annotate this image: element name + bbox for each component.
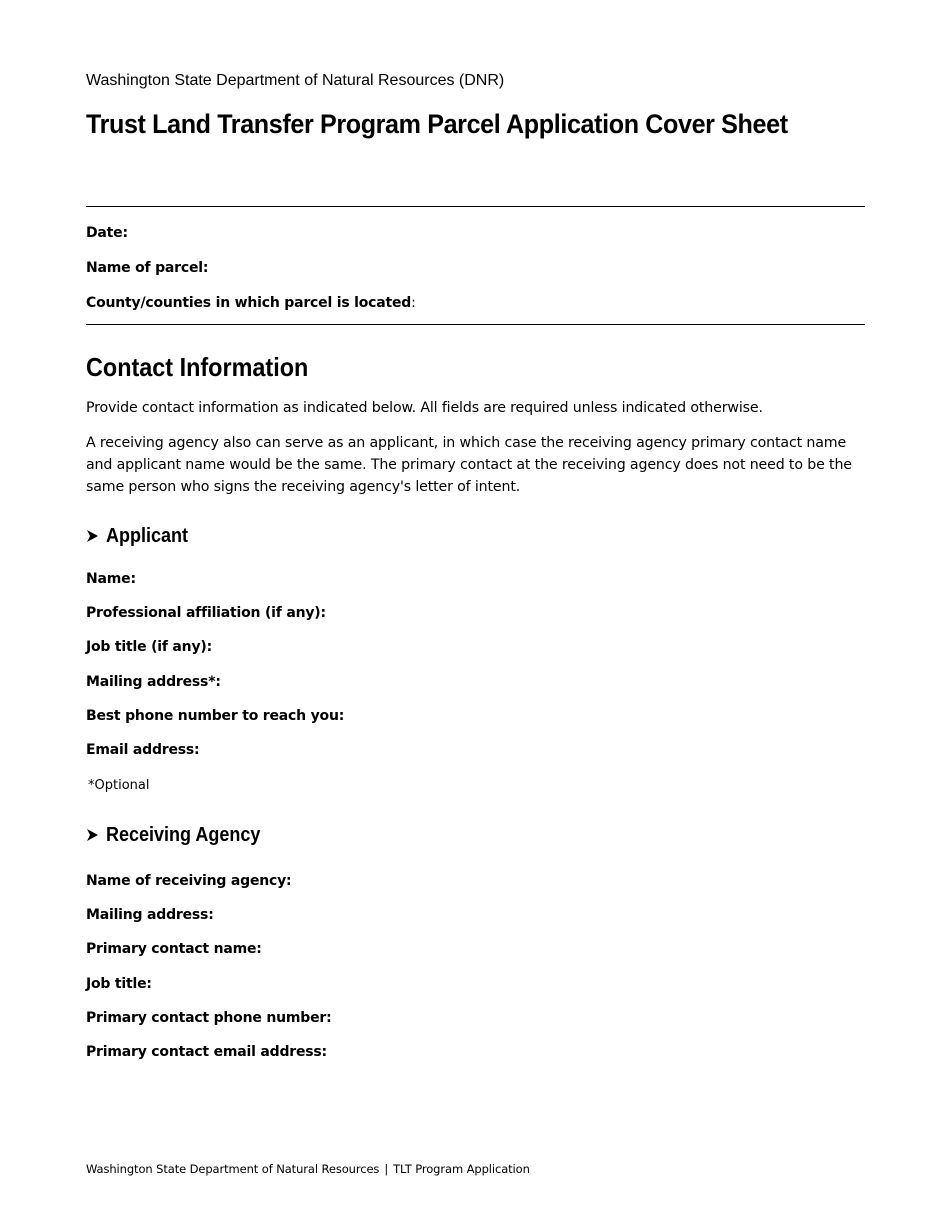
applicant-phone-label: Best phone number to reach you:: [86, 708, 345, 724]
receiving-agency-name-label: Name of receiving agency:: [86, 873, 292, 889]
footer-document-name: TLT Program Application: [393, 1162, 530, 1176]
applicant-heading-label: Applicant: [106, 525, 189, 547]
primary-contact-name-label: Primary contact name:: [86, 941, 262, 957]
contact-explanation-paragraph: A receiving agency also can serve as an applicant, in which case the receiving agency primary contact name and applicant name would be the same. The primary contact at the receiving agency does not need to be the same person who signs the receiving agency's letter of intent.: [86, 435, 852, 495]
contact-intro-paragraph: Provide contact information as indicated below. All fields are required unless indicated otherwise.: [86, 400, 763, 416]
parcel-name-field-label: Name of parcel:: [86, 260, 209, 276]
footer-separator: |: [384, 1162, 389, 1176]
county-field-colon: :: [411, 295, 416, 311]
applicant-job-title-label: Job title (if any):: [86, 639, 212, 655]
county-field-label-text: County/counties in which parcel is located: [86, 295, 412, 311]
date-field-label: Date:: [86, 225, 128, 241]
bottom-divider: [86, 324, 865, 325]
page-title: Trust Land Transfer Program Parcel Application Cover Sheet: [86, 109, 788, 139]
applicant-mailing-address-label: Mailing address*:: [86, 674, 221, 690]
receiving-agency-job-title-label: Job title:: [86, 976, 152, 992]
county-field-label: [86, 294, 416, 312]
top-divider: [86, 206, 865, 207]
receiving-agency-heading-label: Receiving Agency: [106, 824, 261, 846]
arrowhead-bullet-icon: [86, 828, 99, 842]
applicant-name-label: Name:: [86, 571, 136, 587]
optional-footnote: *Optional: [88, 778, 150, 793]
document-page: [86, 0, 865, 1230]
receiving-agency-mailing-address-label: Mailing address:: [86, 907, 214, 923]
applicant-heading: [86, 524, 197, 548]
agency-header: Washington State Department of Natural Resources (DNR): [86, 72, 505, 89]
primary-contact-phone-label: Primary contact phone number:: [86, 1010, 332, 1026]
receiving-agency-heading: [86, 823, 278, 847]
primary-contact-email-label: Primary contact email address:: [86, 1044, 327, 1060]
page-footer: [86, 1161, 530, 1177]
contact-information-heading: Contact Information: [86, 352, 309, 382]
arrowhead-bullet-icon: [86, 529, 99, 543]
applicant-affiliation-label: Professional affiliation (if any):: [86, 605, 326, 621]
applicant-email-label: Email address:: [86, 742, 200, 758]
footer-agency: Washington State Department of Natural Resources: [86, 1162, 380, 1176]
